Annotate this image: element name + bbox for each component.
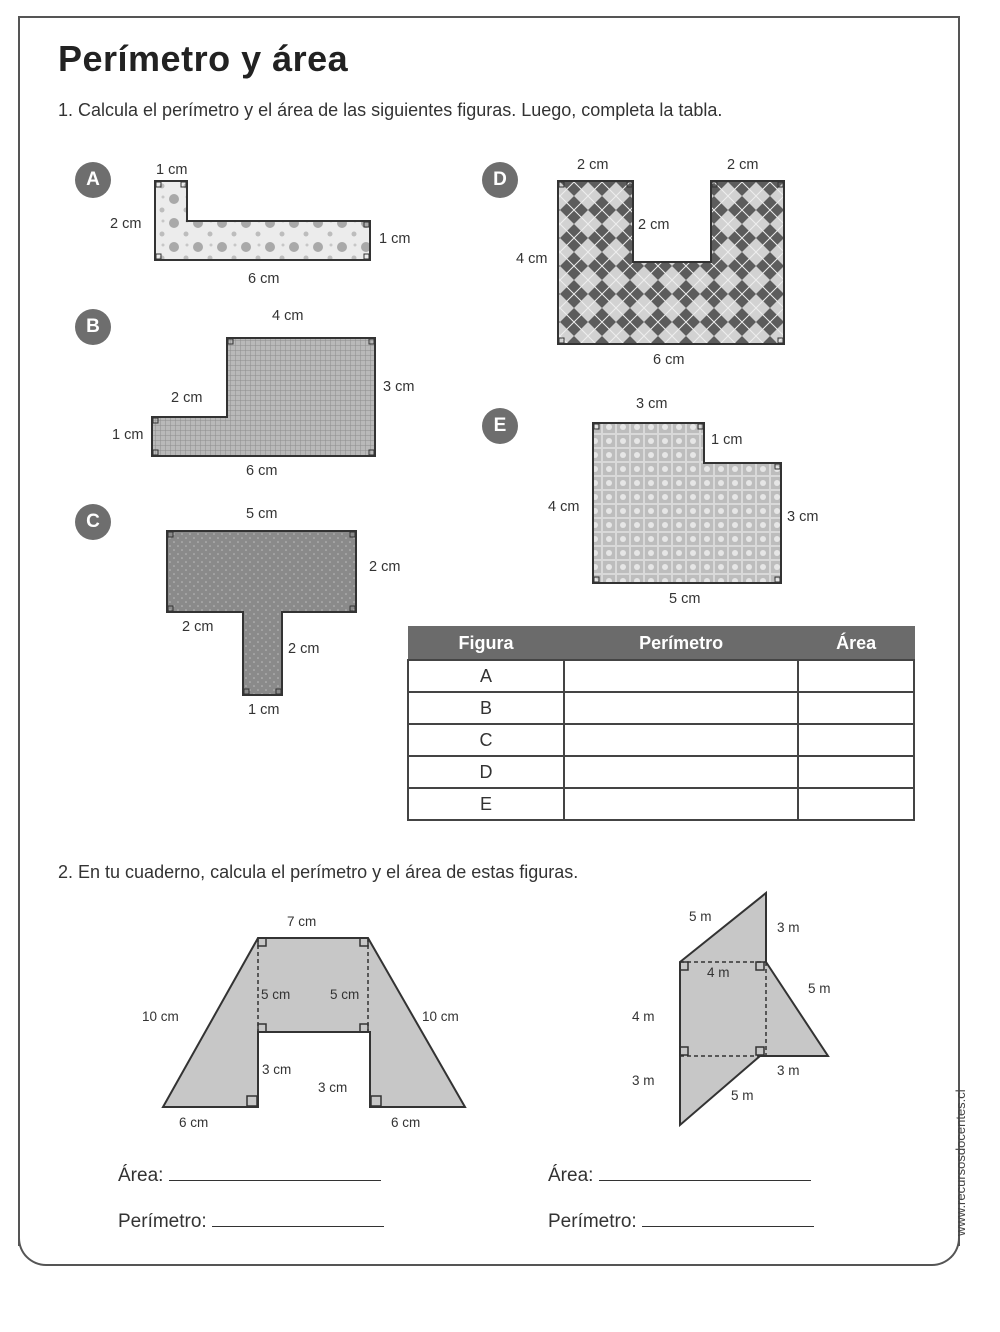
- perimeter-answer-2: [548, 1208, 814, 1233]
- shape1-notch-w-label: 3 cm: [318, 1080, 348, 1095]
- table-cell-perimeter-input[interactable]: [564, 724, 798, 756]
- perimeter-label: Perímetro:: [548, 1211, 637, 1232]
- shape1-notch-h-label: 3 cm: [262, 1062, 292, 1077]
- shape-2: [680, 893, 828, 1125]
- table-row: [408, 724, 914, 756]
- fig-a-right-label: 1 cm: [379, 231, 411, 247]
- fig-b-right-label: 3 cm: [383, 379, 415, 395]
- table-cell-figure: A: [408, 660, 564, 692]
- area-answer-1: [118, 1162, 381, 1187]
- table-row: [408, 692, 914, 724]
- fig-b-bottom-label: 6 cm: [246, 463, 278, 479]
- fig-e-right-label: 3 cm: [787, 509, 819, 525]
- badge-a: A: [75, 162, 111, 198]
- fig-c-stem-label: 2 cm: [288, 641, 320, 657]
- shape2-bottom-right-label: 3 m: [777, 1063, 800, 1078]
- shape1-left-slant-label: 10 cm: [142, 1009, 179, 1024]
- table-cell-perimeter-input[interactable]: [564, 660, 798, 692]
- shape2-inner-top-label: 4 m: [707, 965, 730, 980]
- table-cell-area-input[interactable]: [798, 756, 914, 788]
- table-cell-area-input[interactable]: [798, 788, 914, 820]
- fig-d-inner-label: 2 cm: [638, 217, 670, 233]
- shape-1: [163, 938, 465, 1107]
- fig-e-left-label: 4 cm: [548, 499, 580, 515]
- table-cell-figure: B: [408, 692, 564, 724]
- table-cell-area-input[interactable]: [798, 724, 914, 756]
- fig-b-left-label: 1 cm: [112, 427, 144, 443]
- shape1-right-slant-label: 10 cm: [422, 1009, 459, 1024]
- table-cell-area-input[interactable]: [798, 660, 914, 692]
- fig-d-top-right-label: 2 cm: [727, 157, 759, 173]
- fig-c-left-step-label: 2 cm: [182, 619, 214, 635]
- fig-e-bottom-label: 5 cm: [669, 591, 701, 607]
- shape2-bottom-slant-label: 5 m: [731, 1088, 754, 1103]
- figure-a: [155, 181, 370, 260]
- perimeter-answer-line[interactable]: [642, 1208, 814, 1227]
- fig-d-top-left-label: 2 cm: [577, 157, 609, 173]
- shape1-inner-right-label: 5 cm: [330, 987, 360, 1002]
- table-cell-figure: C: [408, 724, 564, 756]
- shape2-top-vert-label: 3 m: [777, 920, 800, 935]
- table-cell-perimeter-input[interactable]: [564, 756, 798, 788]
- instruction-1: 1. Calcula el perímetro y el área de las siguientes figuras. Luego, completa la tabla.: [58, 100, 723, 120]
- fig-d-left-label: 4 cm: [516, 251, 548, 267]
- page-title: Perímetro y área: [58, 38, 349, 79]
- badge-d: D: [482, 162, 518, 198]
- fig-a-bottom-label: 6 cm: [248, 271, 280, 287]
- shape2-left-label: 4 m: [632, 1009, 655, 1024]
- figure-c: [167, 531, 356, 695]
- table-row: [408, 756, 914, 788]
- area-label: Área:: [548, 1165, 594, 1186]
- sidebar-credit: [953, 1060, 993, 1240]
- badge-c: C: [75, 504, 111, 540]
- shape2-right-slant-label: 5 m: [808, 981, 831, 996]
- shape2-bottom-left-label: 3 m: [632, 1073, 655, 1088]
- fig-c-bottom-label: 1 cm: [248, 702, 280, 718]
- fig-e-notch-label: 1 cm: [711, 432, 743, 448]
- fig-c-top-label: 5 cm: [246, 506, 278, 522]
- instruction-2: 2. En tu cuaderno, calcula el perímetro y el área de estas figuras.: [58, 862, 579, 882]
- figure-e: [593, 423, 781, 583]
- shape1-base-left-label: 6 cm: [179, 1115, 209, 1130]
- shape1-inner-left-label: 5 cm: [261, 987, 291, 1002]
- figure-d: [558, 181, 784, 344]
- answer-table: [407, 626, 915, 821]
- table-cell-figure: E: [408, 788, 564, 820]
- area-answer-line[interactable]: [169, 1162, 381, 1181]
- perimeter-answer-1: [118, 1208, 384, 1233]
- table-cell-area-input[interactable]: [798, 692, 914, 724]
- table-cell-perimeter-input[interactable]: [564, 788, 798, 820]
- badge-e: E: [482, 408, 518, 444]
- table-row: [408, 788, 914, 820]
- badge-b: B: [75, 309, 111, 345]
- table-cell-figure: D: [408, 756, 564, 788]
- table-cell-perimeter-input[interactable]: [564, 692, 798, 724]
- fig-d-bottom-label: 6 cm: [653, 352, 685, 368]
- area-answer-line[interactable]: [599, 1162, 811, 1181]
- perimeter-answer-line[interactable]: [212, 1208, 384, 1227]
- area-answer-2: [548, 1162, 811, 1187]
- sidebar-credit-text: www.recursosdocentes.cl: [953, 1089, 968, 1236]
- area-label: Área:: [118, 1165, 164, 1186]
- perimeter-label: Perímetro:: [118, 1211, 207, 1232]
- table-row: [408, 660, 914, 692]
- table-header-perimetro: Perímetro: [564, 627, 798, 661]
- shape2-top-slant-label: 5 m: [689, 909, 712, 924]
- fig-b-step-label: 2 cm: [171, 390, 203, 406]
- fig-e-top-label: 3 cm: [636, 396, 668, 412]
- shape1-top-label: 7 cm: [287, 914, 317, 929]
- table-header-figura: Figura: [408, 627, 564, 661]
- fig-c-right-label: 2 cm: [369, 559, 401, 575]
- table-header-area: Área: [798, 627, 914, 661]
- fig-a-top-label: 1 cm: [156, 162, 188, 178]
- shape1-base-right-label: 6 cm: [391, 1115, 421, 1130]
- fig-b-top-label: 4 cm: [272, 308, 304, 324]
- fig-a-left-label: 2 cm: [110, 216, 142, 232]
